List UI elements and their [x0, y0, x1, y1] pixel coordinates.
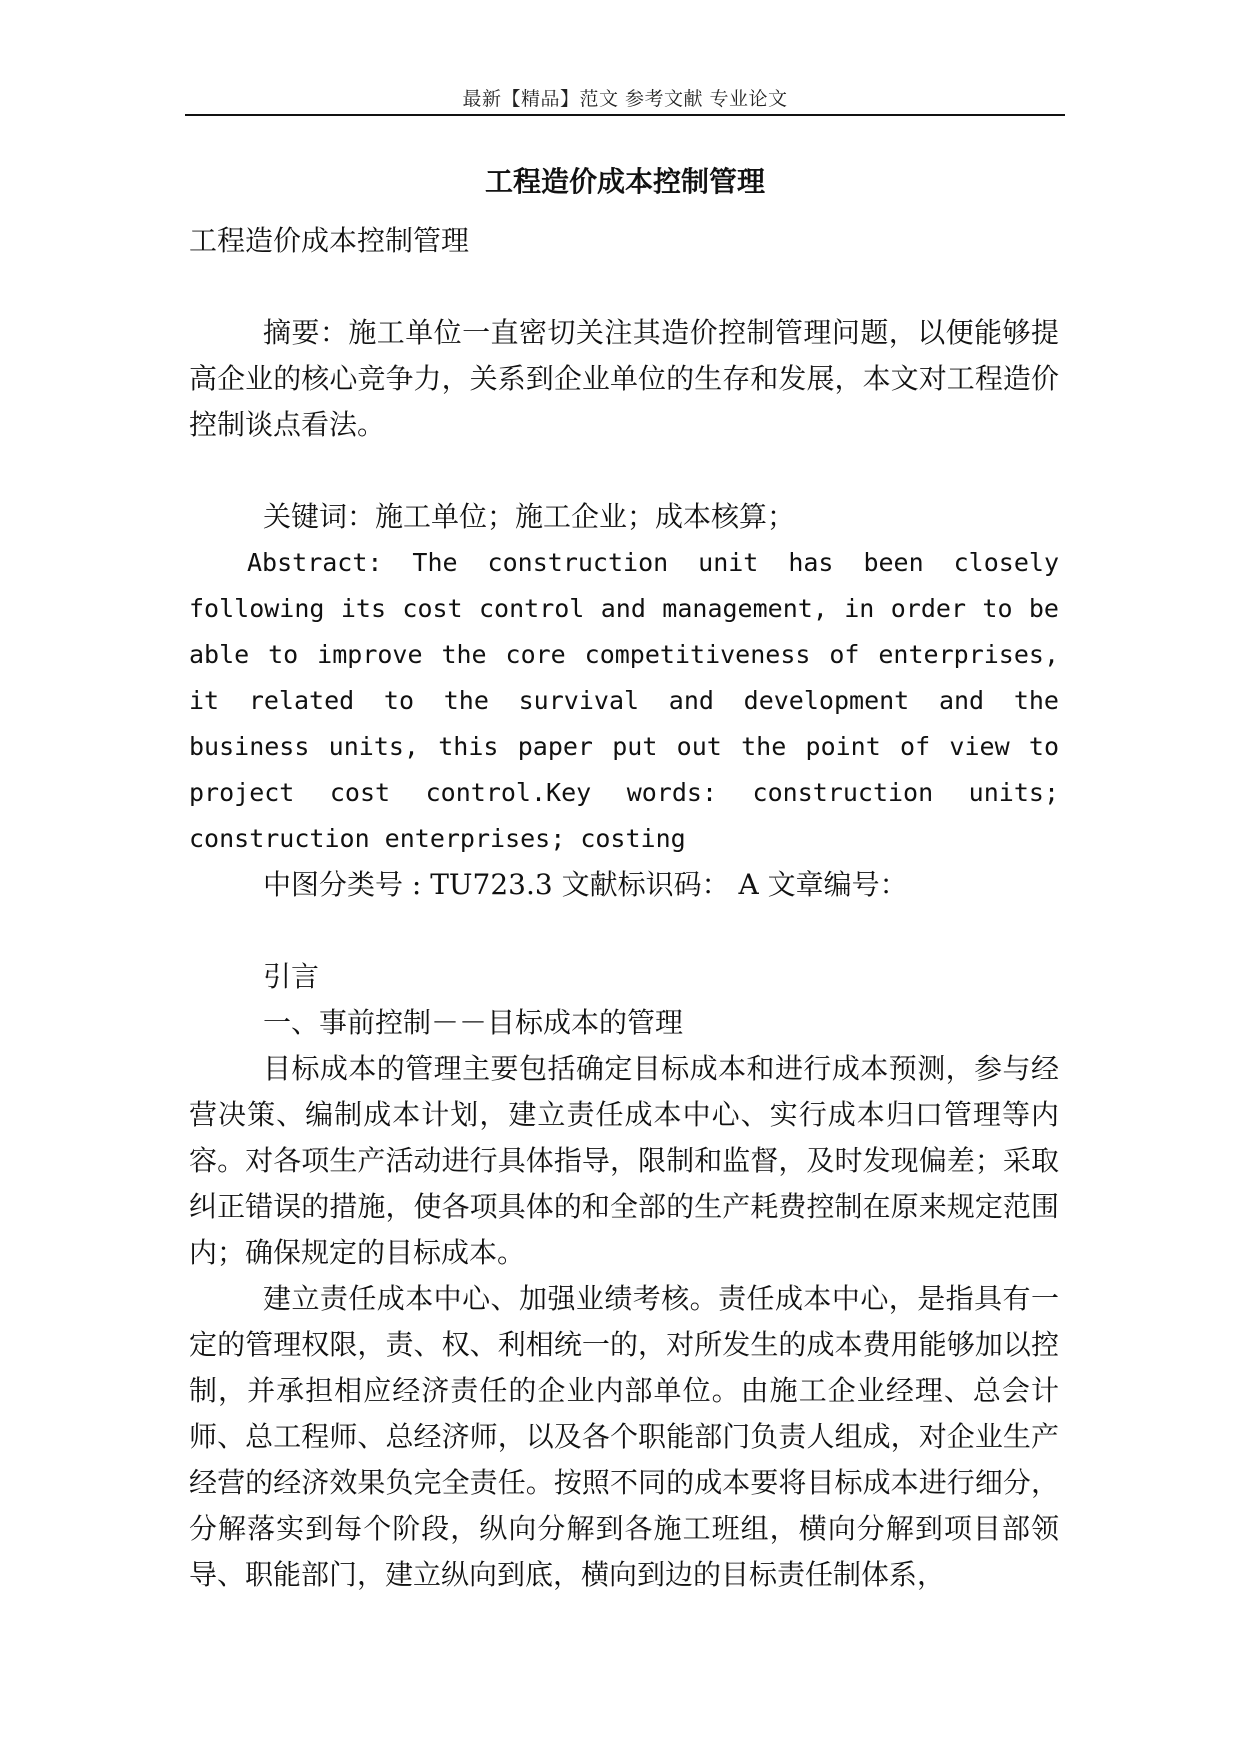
body-paragraph: 目标成本的管理主要包括确定目标成本和进行成本预测，参与经营决策、编制成本计划，建立责任成本中心、实行成本归口管理等内容。对各项生产活动进行具体指导，限制和监督，及时发现偏差；采取纠正错误的措施，使各项具体的和全部的生产耗费控制在原来规定范围内；确保规定的目标成本。	[189, 1052, 1059, 1269]
keywords-chinese: 关键词：施工单位；施工企业；成本核算；	[263, 500, 796, 533]
classification-line: 中图分类号 : TU723.3 文献标识码： A 文章编号：	[263, 868, 908, 901]
header-divider	[185, 114, 1065, 116]
abstract-english: Abstract: The construction unit has been closely following its cost control and management, in order to be able to improve the core competitiveness of enterprises, it related to the survival and development and the business units, this paper put out the point of view to project cost control.Key words: construction units; construction enterprises; costing	[189, 548, 1059, 853]
intro-heading: 引言	[263, 960, 320, 993]
body-paragraph: 建立责任成本中心、加强业绩考核。责任成本中心，是指具有一定的管理权限，责、权、利相统一的，对所发生的成本费用能够加以控制，并承担相应经济责任的企业内部单位。由施工企业经理、总会计师、总工程师、总经济师，以及各个职能部门负责人组成，对企业生产经营的经济效果负完全责任。按照不同的成本要将目标成本进行细分，分解落实到每个阶段，纵向分解到各施工班组，横向分解到项目部领导、职能部门，建立纵向到底，横向到边的目标责任制体系，	[189, 1282, 1059, 1591]
document-subtitle: 工程造价成本控制管理	[189, 224, 470, 257]
running-header: 最新【精品】范文 参考文献 专业论文	[462, 88, 788, 110]
section-heading: 一、事前控制－－目标成本的管理	[263, 1006, 684, 1039]
abstract-chinese: 摘要：施工单位一直密切关注其造价控制管理问题，以便能够提高企业的核心竞争力，关系到企业单位的生存和发展，本文对工程造价控制谈点看法。	[189, 316, 1059, 441]
document-title: 工程造价成本控制管理	[484, 165, 765, 198]
